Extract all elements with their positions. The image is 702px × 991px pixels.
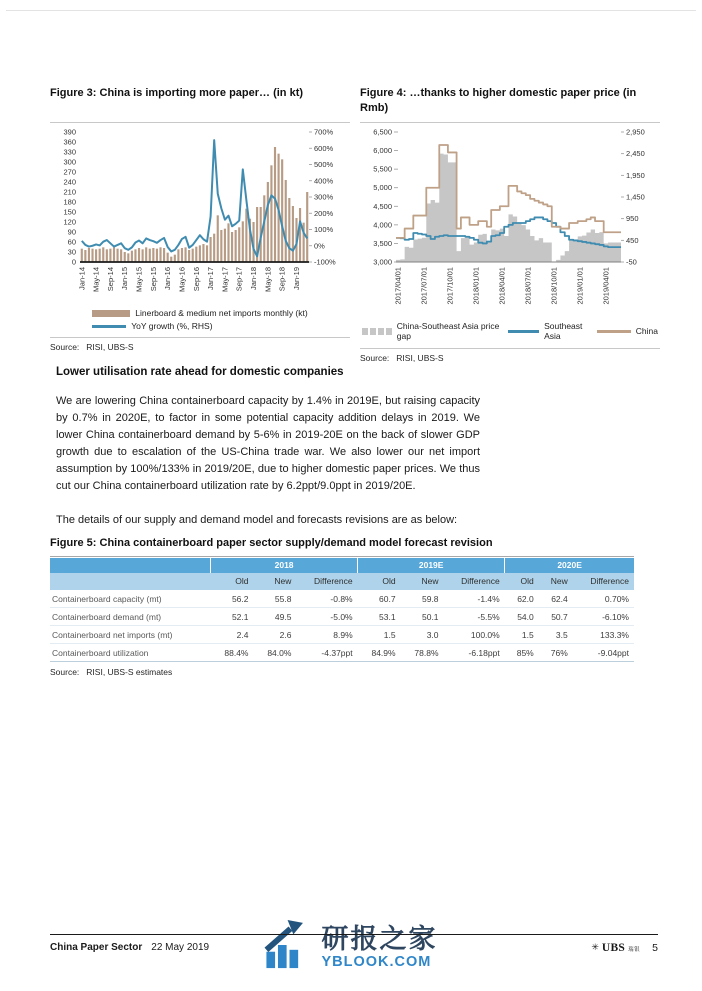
value-cell: 59.8 <box>401 590 444 608</box>
value-cell: 53.1 <box>358 608 401 626</box>
value-cell: 49.5 <box>253 608 296 626</box>
row-label: Containerboard demand (mt) <box>50 608 211 626</box>
year-group-header: 2019E <box>358 558 505 573</box>
figure-3-legend <box>92 308 307 331</box>
subheader-cell: Old <box>358 573 401 590</box>
line-swatch-icon <box>597 330 631 333</box>
svg-text:3,500: 3,500 <box>373 238 392 248</box>
value-cell: 2.4 <box>211 626 254 644</box>
value-cell: 56.2 <box>211 590 254 608</box>
svg-text:150: 150 <box>63 207 76 217</box>
value-cell: 78.8% <box>401 644 444 662</box>
value-cell: -1.4% <box>444 590 505 608</box>
svg-text:0%: 0% <box>314 241 325 251</box>
subheader-cell: New <box>253 573 296 590</box>
svg-text:2,950: 2,950 <box>626 127 645 137</box>
svg-text:390: 390 <box>63 127 76 137</box>
footer-right <box>591 942 658 954</box>
svg-text:0: 0 <box>71 257 76 267</box>
figure-3 <box>50 86 350 363</box>
watermark-subtitle: YBLOOK.COM <box>321 954 432 970</box>
svg-text:Sep-14: Sep-14 <box>105 267 115 292</box>
value-cell: 55.8 <box>253 590 296 608</box>
section-heading: Lower utilisation rate ahead for domestic companies <box>56 366 344 378</box>
value-cell: 76% <box>539 644 573 662</box>
value-cell: 52.1 <box>211 608 254 626</box>
table-row <box>50 608 634 626</box>
svg-text:Sep-18: Sep-18 <box>277 267 287 292</box>
svg-text:300%: 300% <box>314 192 334 202</box>
svg-text:500%: 500% <box>314 160 334 169</box>
svg-text:Sep-17: Sep-17 <box>234 267 244 292</box>
svg-text:4,000: 4,000 <box>373 220 392 230</box>
figure-3-title: Figure 3: China is importing more paper… (in kt) <box>50 87 304 99</box>
table-row <box>50 590 634 608</box>
subheader-cell: Difference <box>296 573 357 590</box>
row-label: Containerboard utilization <box>50 644 211 662</box>
figure-4-chart <box>360 126 659 314</box>
bar-swatch-icon <box>92 310 130 317</box>
section-paragraph: We are lowering China containerboard capacity by 1.4% in 2019E, but raising capacity by 0.7% in 2020E, to factor in some potential capacity addition delays in 2019. We lower China containerboard demand by 5-6% in 2019-20E on the back of slower GDP growth due to escalation of the US-China trade war. We also lower our net import assumption by 100%/133% in 2019/20E, due to higher domestic paper prices. We thus cut our China containerboard utilization rate by 6.2ppt/9.0ppt in 2019/20E. <box>56 395 480 492</box>
line-swatch-icon <box>92 325 126 328</box>
svg-text:2018/01/01: 2018/01/01 <box>471 267 481 305</box>
svg-text:-50: -50 <box>626 257 637 267</box>
value-cell: 2.6 <box>253 626 296 644</box>
legend-item <box>92 321 212 331</box>
svg-text:270: 270 <box>63 167 76 177</box>
figure-4-chart-frame <box>360 122 660 349</box>
svg-text:200%: 200% <box>314 208 334 218</box>
year-group-header: 2018 <box>211 558 358 573</box>
svg-text:400%: 400% <box>314 176 334 186</box>
svg-text:Jan-14: Jan-14 <box>77 267 87 290</box>
value-cell: -4.37ppt <box>296 644 357 662</box>
subheader-cell: New <box>539 573 573 590</box>
value-cell: 60.7 <box>358 590 401 608</box>
page-footer <box>50 934 658 954</box>
value-cell: 100.0% <box>444 626 505 644</box>
value-cell: 3.5 <box>539 626 573 644</box>
value-cell: 0.70% <box>573 590 634 608</box>
svg-text:240: 240 <box>63 177 76 187</box>
value-cell: -5.5% <box>444 608 505 626</box>
svg-text:-100%: -100% <box>314 257 336 267</box>
figure-4-title: Figure 4: …thanks to higher domestic paper price (in Rmb) <box>360 87 637 114</box>
svg-text:2019/01/01: 2019/01/01 <box>575 267 585 305</box>
svg-text:5,500: 5,500 <box>373 164 392 174</box>
figure-4 <box>360 86 660 363</box>
svg-text:300: 300 <box>63 157 76 167</box>
svg-text:3,000: 3,000 <box>373 257 392 267</box>
value-cell: -9.04ppt <box>573 644 634 662</box>
svg-text:Jan-15: Jan-15 <box>120 267 130 290</box>
legend-label: China <box>635 326 658 336</box>
value-cell: 133.3% <box>573 626 634 644</box>
svg-text:4,500: 4,500 <box>373 201 392 211</box>
subheader-cell: Old <box>211 573 254 590</box>
svg-text:90: 90 <box>67 227 76 237</box>
figure-4-legend <box>362 321 658 341</box>
value-cell: 50.7 <box>539 608 573 626</box>
legend-item <box>597 326 658 336</box>
table-row <box>50 626 634 644</box>
subheader-cell: New <box>401 573 444 590</box>
legend-item <box>362 321 508 341</box>
svg-text:May-18: May-18 <box>263 267 273 293</box>
svg-text:100%: 100% <box>314 225 334 234</box>
value-cell: 62.4 <box>539 590 573 608</box>
svg-text:2018/04/01: 2018/04/01 <box>497 267 507 305</box>
value-cell: 1.5 <box>358 626 401 644</box>
value-cell: 84.0% <box>253 644 296 662</box>
svg-text:450: 450 <box>626 235 639 245</box>
svg-text:Sep-15: Sep-15 <box>148 267 158 292</box>
svg-text:6,000: 6,000 <box>373 146 392 156</box>
value-cell: 3.0 <box>401 626 444 644</box>
svg-text:Jan-19: Jan-19 <box>291 267 301 290</box>
table-top-divider <box>50 556 634 557</box>
subheader-cell: Difference <box>444 573 505 590</box>
forecast-table-body <box>50 590 634 662</box>
section-paragraph: The details of our supply and demand model and forecasts revisions are as below: <box>56 514 458 526</box>
svg-text:2017/10/01: 2017/10/01 <box>445 267 455 305</box>
svg-text:330: 330 <box>63 147 76 157</box>
page-top-divider <box>6 10 696 11</box>
legend-item <box>508 321 597 341</box>
ubs-chinese-label: 瑞银 <box>628 947 641 953</box>
legend-label: YoY growth (%, RHS) <box>131 321 213 331</box>
svg-text:2018/10/01: 2018/10/01 <box>549 267 559 305</box>
value-cell: -6.18ppt <box>444 644 505 662</box>
figure-5-source: Source: RISI, UBS-S estimates <box>50 667 173 677</box>
value-cell: 50.1 <box>401 608 444 626</box>
value-cell: -5.0% <box>296 608 357 626</box>
svg-text:2018/07/01: 2018/07/01 <box>523 267 533 305</box>
page-number: 5 <box>652 942 658 954</box>
legend-label: Linerboard & medium net imports monthly (kt) <box>135 308 308 318</box>
svg-text:Jan-18: Jan-18 <box>249 267 259 290</box>
svg-text:5,000: 5,000 <box>373 183 392 193</box>
svg-text:2019/04/01: 2019/04/01 <box>601 267 611 305</box>
svg-text:600%: 600% <box>314 143 334 153</box>
subheader-cell: Old <box>505 573 539 590</box>
svg-text:210: 210 <box>63 187 76 197</box>
forecast-table-header <box>50 558 634 590</box>
figure-4-source: Source: RISI, UBS-S <box>360 353 444 363</box>
svg-text:2,450: 2,450 <box>626 149 645 159</box>
year-group-header: 2020E <box>505 558 634 573</box>
svg-text:Sep-16: Sep-16 <box>191 267 201 292</box>
value-cell: 62.0 <box>505 590 539 608</box>
figure-3-chart-frame <box>50 122 350 338</box>
forecast-table <box>50 558 634 662</box>
svg-text:950: 950 <box>626 214 639 224</box>
svg-text:Jan-16: Jan-16 <box>163 267 173 290</box>
footer-left <box>50 942 209 953</box>
svg-text:30: 30 <box>67 247 76 257</box>
svg-text:60: 60 <box>67 237 76 247</box>
figure-5 <box>50 536 634 677</box>
ubs-logo-text: UBS <box>601 942 626 954</box>
value-cell: 54.0 <box>505 608 539 626</box>
value-cell: 8.9% <box>296 626 357 644</box>
value-cell: -6.10% <box>573 608 634 626</box>
svg-text:2017/07/01: 2017/07/01 <box>419 267 429 305</box>
area-swatch-icon <box>362 328 392 335</box>
table-row <box>50 644 634 662</box>
svg-text:6,500: 6,500 <box>373 127 392 137</box>
value-cell: 84.9% <box>358 644 401 662</box>
value-cell: -0.8% <box>296 590 357 608</box>
svg-text:May-17: May-17 <box>220 267 230 293</box>
watermark-title: 研报之家 <box>321 924 438 954</box>
value-cell: 88.4% <box>211 644 254 662</box>
subheader-cell: Difference <box>573 573 634 590</box>
svg-text:1,450: 1,450 <box>626 192 645 202</box>
line-swatch-icon <box>508 330 540 333</box>
body-section <box>56 366 480 529</box>
legend-item <box>92 308 307 318</box>
svg-text:May-16: May-16 <box>177 267 187 293</box>
svg-text:360: 360 <box>63 137 76 147</box>
svg-text:May-15: May-15 <box>134 267 144 293</box>
footer-date: 22 May 2019 <box>151 942 210 953</box>
legend-label: China-Southeast Asia price gap <box>396 321 500 341</box>
footer-doc-title: China Paper Sector <box>50 942 143 953</box>
figure-3-chart <box>50 126 349 302</box>
svg-text:180: 180 <box>63 197 76 207</box>
row-label: Containerboard capacity (mt) <box>50 590 211 608</box>
svg-text:700%: 700% <box>314 127 334 137</box>
svg-text:Jan-17: Jan-17 <box>206 267 216 290</box>
figure-5-title: Figure 5: China containerboard paper sector supply/demand model forecast revision <box>50 537 493 549</box>
svg-text:May-14: May-14 <box>91 267 101 293</box>
legend-label: Southeast Asia <box>544 321 583 341</box>
value-cell: 85% <box>505 644 539 662</box>
svg-text:2017/04/01: 2017/04/01 <box>393 267 403 305</box>
row-label: Containerboard net imports (mt) <box>50 626 211 644</box>
svg-text:120: 120 <box>63 217 76 227</box>
ubs-keys-icon: ✳ <box>591 942 599 952</box>
svg-text:1,950: 1,950 <box>626 170 645 180</box>
value-cell: 1.5 <box>505 626 539 644</box>
figure-3-source: Source: RISI, UBS-S <box>50 342 134 352</box>
figures-row <box>50 86 660 363</box>
